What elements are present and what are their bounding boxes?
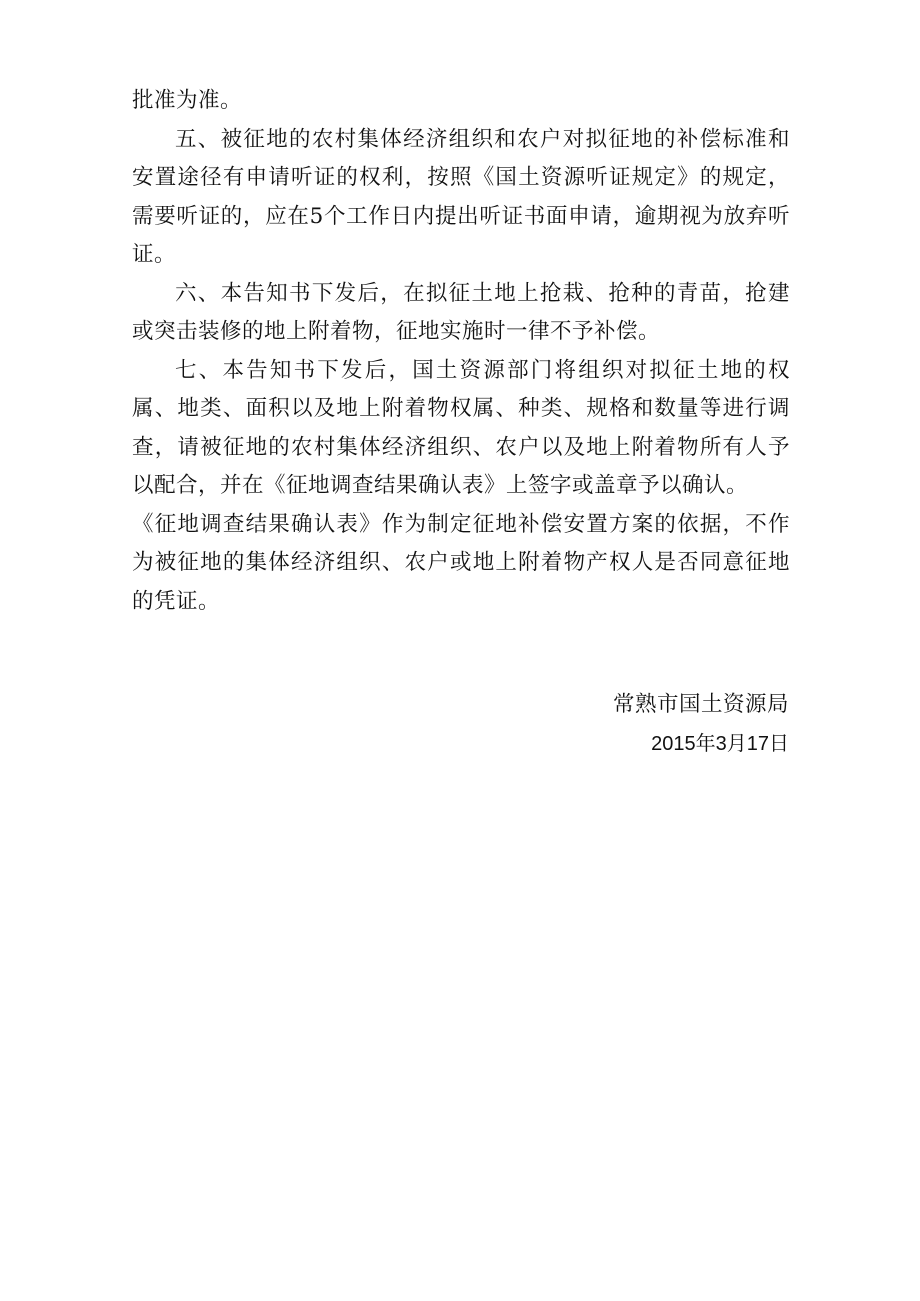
paragraph-item-seven: 七、本告知书下发后，国土资源部门将组织对拟征土地的权属、地类、面积以及地上附着物权属、种类、规格和数量等进行调查，请被征地的农村集体经济组织、农户以及地上附着物所有人予以配合，并在《征地调查结果确认表》上签字或盖章予以确认。 <box>132 357 790 498</box>
paragraph-item-seven-continued: 《征地调查结果确认表》作为制定征地补偿安置方案的依据，不作为被征地的集体经济组织、农户或地上附着物产权人是否同意征地的凭证。 <box>132 511 790 614</box>
paragraph-item-six: 六、本告知书下发后，在拟征土地上抢栽、抢种的青苗，抢建或突击装修的地上附着物，征地实施时一律不予补偿。 <box>132 280 790 344</box>
issue-date: 2015年3月17日 <box>651 732 789 755</box>
issuer-name: 常熟市国土资源局 <box>612 692 789 717</box>
paragraph-continuation: 批准为准。 <box>132 88 243 113</box>
paragraph-item-five: 五、被征地的农村集体经济组织和农户对拟征地的补偿标准和安置途径有申请听证的权利，按照《国土资源听证规定》的规定，需要听证的，应在5个工作日内提出听证书面申请，逾期视为放弃听证。 <box>132 126 790 267</box>
document-body <box>132 82 790 621</box>
signature-block <box>613 686 789 763</box>
